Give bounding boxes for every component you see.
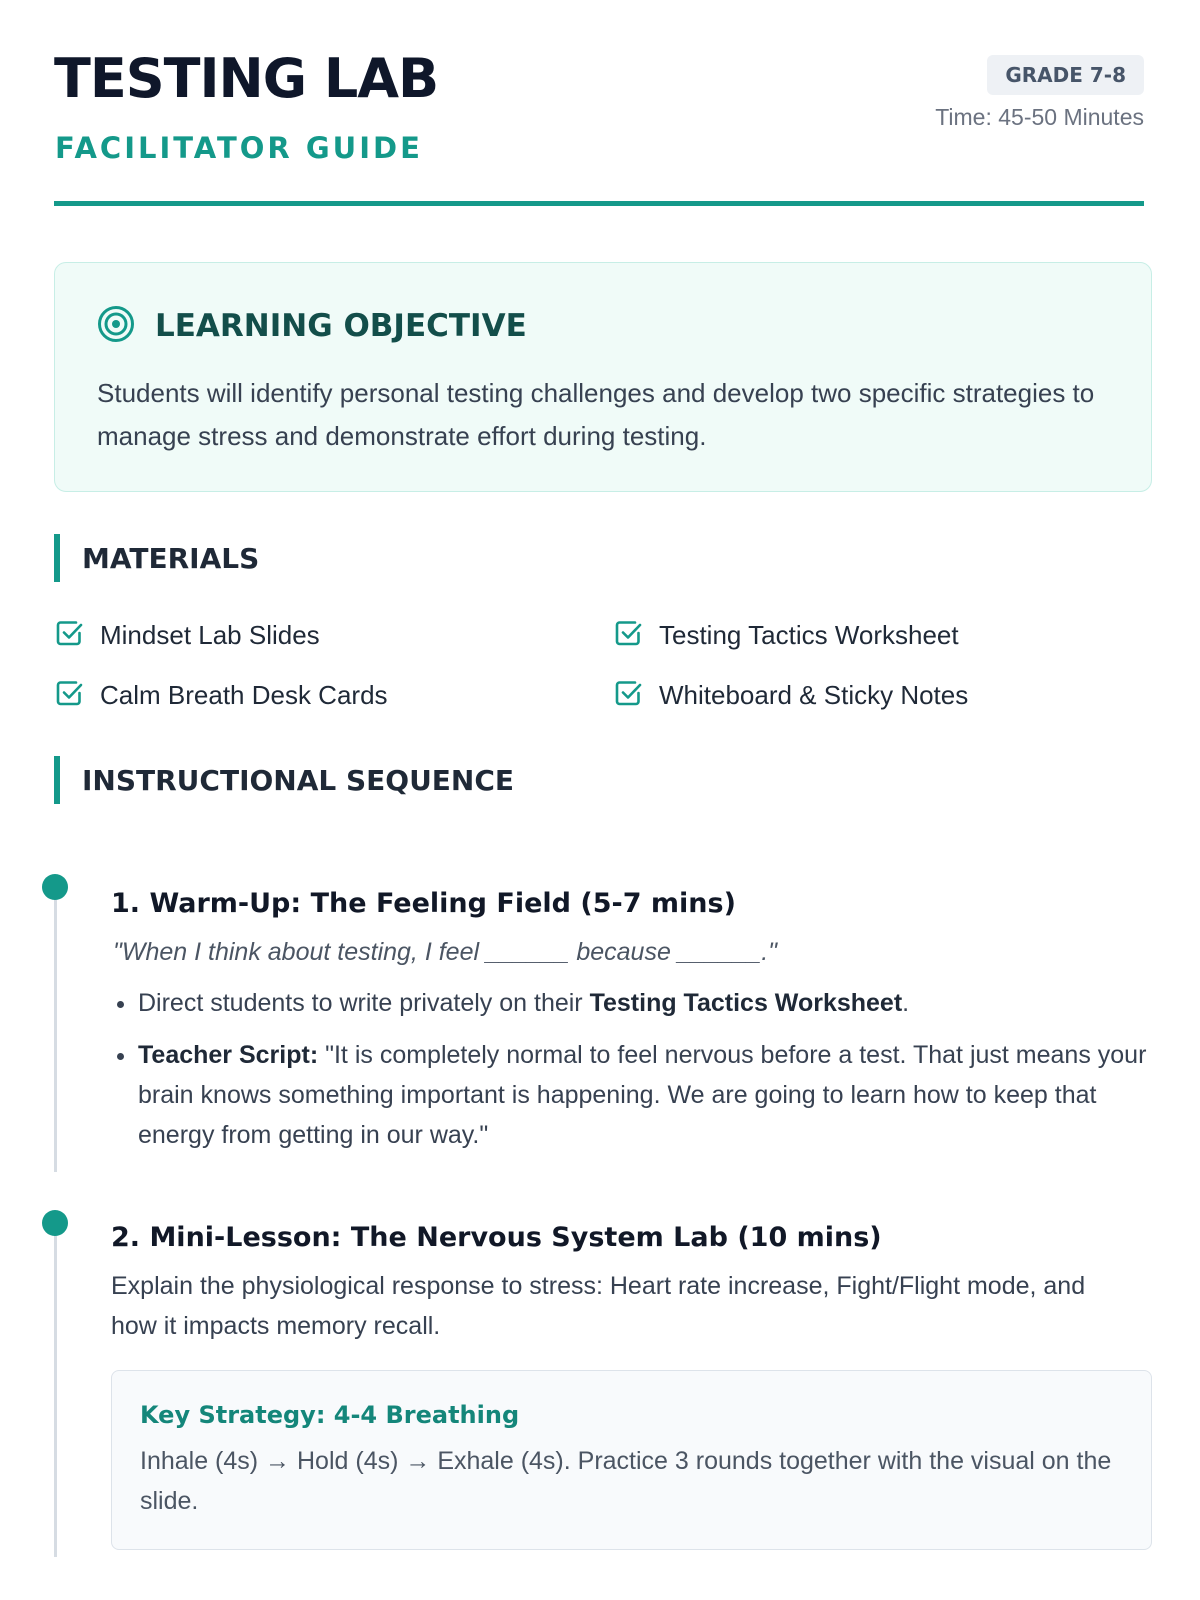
bullet-item: • Direct students to write privately on their Testing Tactics Worksheet. — [138, 983, 1178, 1023]
page-title: TESTING LAB — [54, 47, 439, 110]
objective-text: Students will identify personal testing challenges and develop two specific strategies to manage stress and demonstrate effort during testing. — [97, 378, 1095, 451]
timeline-line — [54, 880, 57, 1172]
material-item — [613, 678, 1152, 712]
checkbox-check-icon — [54, 678, 84, 713]
timeline-dot — [42, 874, 68, 900]
time-label: Time: 45-50 Minutes — [935, 104, 1144, 130]
step-bullets — [110, 983, 1178, 1167]
material-item — [613, 618, 1152, 652]
material-item — [54, 618, 613, 652]
material-item — [54, 678, 613, 712]
teacher-script-text: "It is completely normal to feel nervous before a test. That just means your brain knows something important is happening. We are going to learn how to keep that energy from getting in our way." — [138, 1041, 1147, 1149]
learning-objective-card — [54, 262, 1152, 492]
bullet-item — [138, 1035, 1178, 1155]
step-description: Explain the physiological response to stress: Heart rate increase, Fight/Flight mode, and how it impacts memory recall. — [111, 1272, 1086, 1340]
materials-list — [54, 618, 1152, 712]
objective-header — [97, 305, 1111, 348]
target-icon — [97, 305, 135, 348]
material-label: Testing Tactics Worksheet — [659, 619, 959, 650]
header — [54, 0, 1144, 206]
grade-badge: GRADE 7-8 — [987, 55, 1144, 95]
step-title: 1. Warm-Up: The Feeling Field (5-7 mins) — [111, 888, 736, 919]
sequence-heading: INSTRUCTIONAL SEQUENCE — [54, 756, 514, 804]
materials-heading: MATERIALS — [54, 534, 259, 582]
material-label: Calm Breath Desk Cards — [100, 679, 388, 710]
checkbox-check-icon — [54, 618, 84, 653]
timeline-line — [54, 1217, 57, 1557]
strategy-title: Key Strategy: 4-4 Breathing — [140, 1401, 520, 1429]
key-strategy-box — [111, 1370, 1152, 1550]
objective-heading: LEARNING OBJECTIVE — [155, 308, 527, 344]
page-subtitle: FACILITATOR GUIDE — [55, 131, 423, 165]
material-label: Whiteboard & Sticky Notes — [659, 679, 969, 710]
worksheet-name: Testing Tactics Worksheet — [589, 989, 903, 1017]
checkbox-check-icon — [613, 618, 643, 653]
step-title: 2. Mini-Lesson: The Nervous System Lab (10 mins) — [111, 1222, 882, 1253]
teacher-script-label: Teacher Script: — [138, 1041, 319, 1069]
checkbox-check-icon — [613, 678, 643, 713]
material-label: Mindset Lab Slides — [100, 619, 320, 650]
strategy-text: Inhale (4s) → Hold (4s) → Exhale (4s). Practice 3 rounds together with the visual on the slide. — [140, 1447, 1112, 1515]
warm-up-prompt: "When I think about testing, I feel ______ because ______." — [113, 938, 778, 966]
timeline-dot — [42, 1210, 68, 1236]
